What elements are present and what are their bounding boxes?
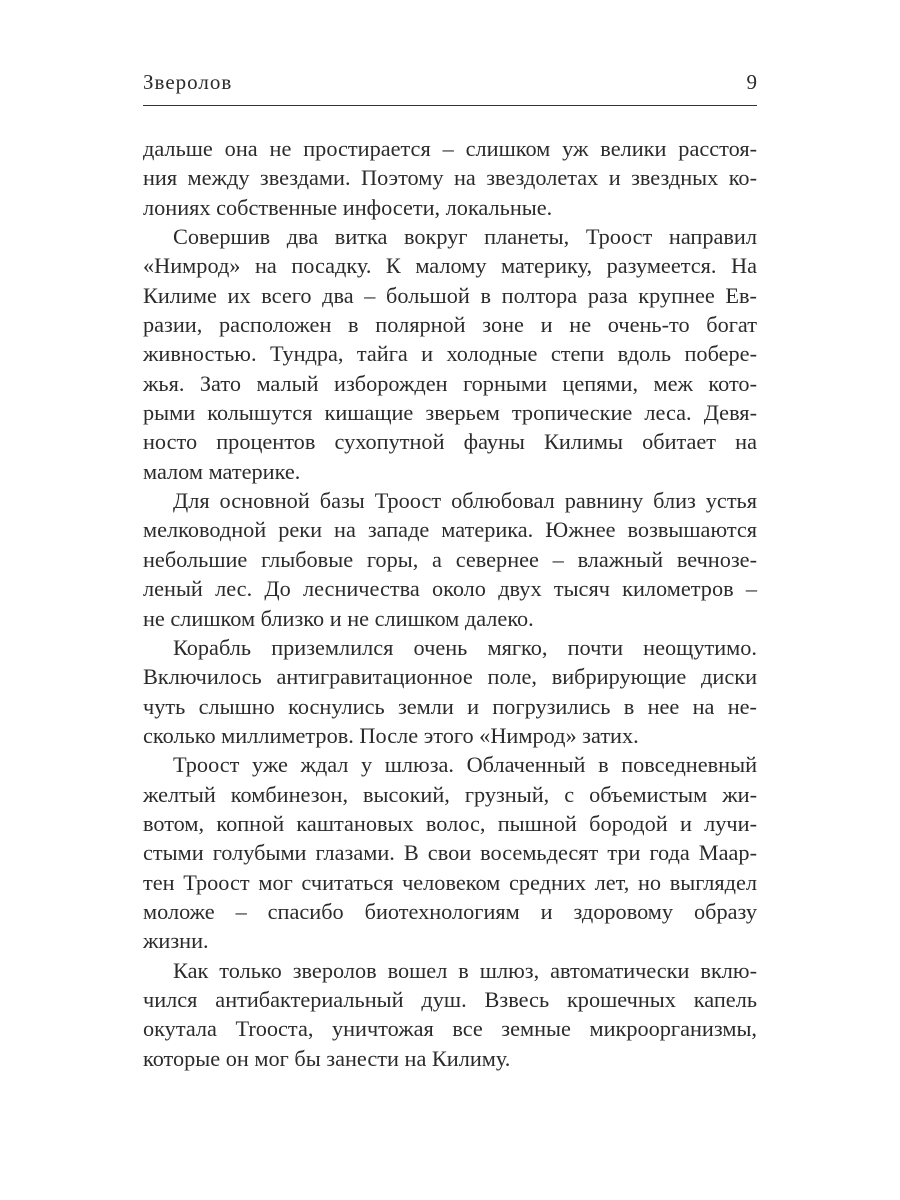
text-line: мелководной реки на западе материка. Южнее возвышаются xyxy=(143,517,757,543)
paragraph xyxy=(143,486,757,633)
paragraph xyxy=(143,222,757,486)
text-line: Включилось антигравитационное поле, вибрирующие диски xyxy=(143,664,757,690)
text-line: которые он мог бы занести на Килиму. xyxy=(143,1045,511,1071)
text-line: небольшие глыбовые горы, а севернее – влажный вечнозе- xyxy=(143,546,757,572)
text-line: носто процентов сухопутной фауны Килимы обитает на xyxy=(143,429,757,455)
text-line: Для основной базы Троост облюбовал равнину близ устья xyxy=(173,488,757,514)
text-line: жизни. xyxy=(143,928,209,954)
text-line: чуть слышно коснулись земли и погрузились в нее на не- xyxy=(143,693,757,719)
paragraph xyxy=(143,750,757,955)
header-rule xyxy=(143,105,757,106)
text-line: чился антибактериальный душ. Взвесь крошечных капель xyxy=(143,986,757,1012)
text-line: малом материке. xyxy=(143,458,301,484)
text-line: вотом, копной каштановых волос, пышной бородой и лучи- xyxy=(143,810,757,836)
text-line: Килиме их всего два – большой в полтора раза крупнее Ев- xyxy=(143,282,757,308)
text-line: «Нимрод» на посадку. К малому материку, разумеется. На xyxy=(143,253,757,279)
text-line: ния между звездами. Поэтому на звездолетах и звездных ко- xyxy=(143,165,757,191)
text-line: желтый комбинезон, высокий, грузный, с объемистым жи- xyxy=(143,781,757,807)
page-number: 9 xyxy=(746,70,757,94)
text-line: лониях собственные инфосети, локальные. xyxy=(143,194,553,220)
text-line: стыми голубыми глазами. В свои восемьдесят три года Маар- xyxy=(143,840,757,866)
text-line: дальше она не простирается – слишком уж велики расстоя- xyxy=(143,136,757,161)
text-line: сколько миллиметров. После этого «Нимрод» затих. xyxy=(143,722,639,748)
text-line: Как только зверолов вошел в шлюз, автоматически вклю- xyxy=(173,957,757,983)
text-line: леный лес. До лесничества около двух тысяч километров – xyxy=(143,576,757,602)
text-line: жья. Зато малый изборожден горными цепями, меж кото- xyxy=(143,370,757,396)
paragraph xyxy=(143,134,757,222)
text-line: рыми колышутся кишащие зверьем тропические леса. Девя- xyxy=(143,400,757,426)
paragraph xyxy=(143,633,757,750)
text-line: тен Троост мог считаться человеком средних лет, но выглядел xyxy=(143,869,757,895)
text-line: моложе – спасибо биотехнологиям и здоровому образу xyxy=(143,898,757,924)
text-line: окутала Trooста, уничтожая все земные микроорганизмы, xyxy=(143,1016,757,1042)
text-line: живностью. Тундра, тайга и холодные степи вдоль побере- xyxy=(143,341,757,367)
running-header-title: Зверолов xyxy=(143,70,233,94)
body-text xyxy=(143,134,757,1073)
text-line: разии, расположен в полярной зоне и не очень-то богат xyxy=(143,312,757,338)
text-line: Совершив два витка вокруг планеты, Троост направил xyxy=(173,224,757,250)
paragraph xyxy=(143,956,757,1073)
text-line: Троост уже ждал у шлюза. Облаченный в повседневный xyxy=(173,752,757,778)
text-line: Корабль приземлился очень мягко, почти неощутимо. xyxy=(173,634,757,660)
text-line: не слишком близко и не слишком далеко. xyxy=(143,605,534,631)
